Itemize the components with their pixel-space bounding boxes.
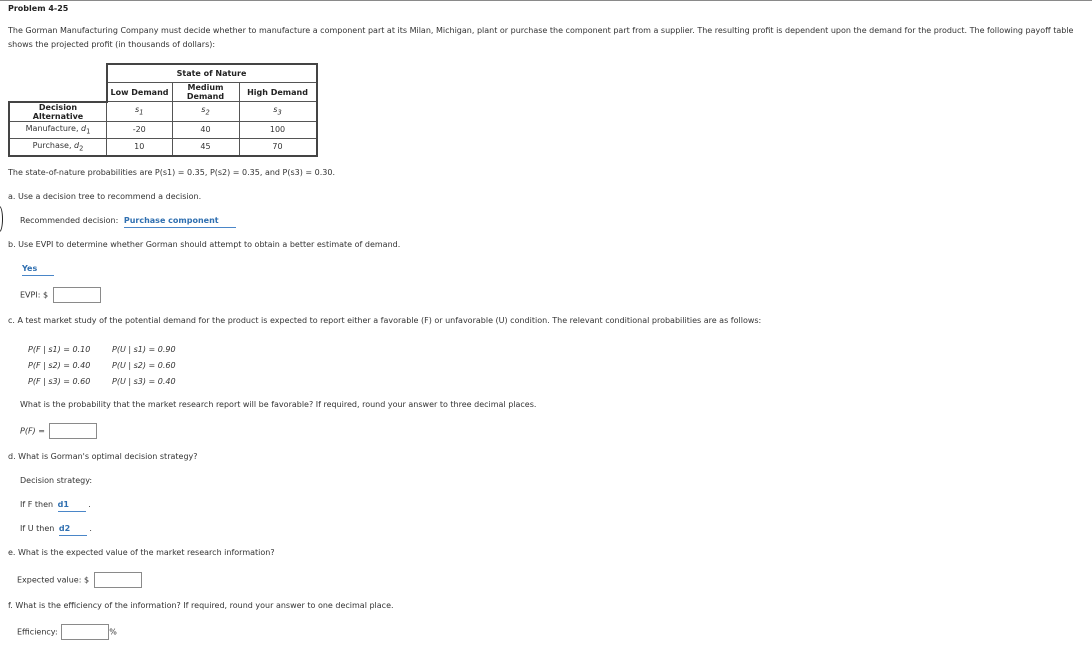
expected-value-row xyxy=(17,572,142,588)
top-divider xyxy=(0,0,1092,1)
state-s2-header: $s_2$ xyxy=(172,102,239,122)
period: . xyxy=(85,500,91,509)
low-demand-header: Low Demand xyxy=(107,83,173,102)
if-u-dropdown[interactable]: d2 xyxy=(59,524,87,536)
part-a-answer-row xyxy=(20,216,236,228)
percent-unit: % xyxy=(109,627,117,637)
decision-strategy-label: Decision strategy: xyxy=(20,476,93,485)
part-c-prob-question: What is the probability that the market research report will be favorable? If required, round your answer to three decimal places. xyxy=(20,400,537,409)
problem-title: Problem 4-25 xyxy=(8,4,69,13)
expected-value-label: Expected value: $ xyxy=(17,575,90,585)
conditional-prob: P(U | s1) = 0.90 xyxy=(112,345,176,354)
state-of-nature-header: State of Nature xyxy=(107,64,317,83)
table-cell: 100 xyxy=(239,121,317,138)
pf-input[interactable] xyxy=(49,423,97,439)
decision-alternative-header: Decision Alternative xyxy=(9,102,107,122)
part-e-question: e. What is the expected value of the market research information? xyxy=(8,548,275,557)
evpi-input[interactable] xyxy=(53,287,101,303)
problem-intro: The Gorman Manufacturing Company must decide whether to manufacture a component part at its Milan, Michigan, plant or purchase the component part from a supplier. The resulting profit is dependent upon the demand for the product. The following payoff table shows the projected profit (in thousands of dollars): xyxy=(8,26,1074,49)
probabilities-text: The state-of-nature probabilities are P(s1) = 0.35, P(s2) = 0.35, and P(s3) = 0.30. xyxy=(8,168,336,177)
if-f-dropdown[interactable]: d1 xyxy=(58,500,86,512)
state-s1-header: $s_1$ xyxy=(107,102,173,122)
pf-row xyxy=(20,423,97,439)
efficiency-row xyxy=(17,624,117,640)
pf-label: P(F) = xyxy=(20,426,45,436)
efficiency-label: Efficiency: xyxy=(17,627,58,637)
recommended-decision-dropdown[interactable]: Purchase component xyxy=(124,216,236,228)
high-demand-header: High Demand xyxy=(239,83,317,102)
table-cell: -20 xyxy=(107,121,173,138)
conditional-prob: P(F | s1) = 0.10 xyxy=(28,345,91,354)
part-c-question: c. A test market study of the potential demand for the product is expected to report either a favorable (F) or unfavorable (U) condition. The relevant conditional probabilities are as follows: xyxy=(8,316,762,325)
table-cell: 40 xyxy=(172,121,239,138)
table-cell: 45 xyxy=(172,138,239,156)
part-b-answer-row xyxy=(22,264,54,276)
conditional-f-list xyxy=(28,342,90,390)
if-f-label: If F then xyxy=(20,500,54,509)
evpi-label: EVPI: $ xyxy=(20,290,49,300)
payoff-table xyxy=(8,63,318,157)
part-d-question: d. What is Gorman's optimal decision strategy? xyxy=(8,452,198,461)
evpi-decision-dropdown[interactable]: Yes xyxy=(22,264,54,276)
expected-value-input[interactable] xyxy=(94,572,142,588)
conditional-u-list xyxy=(112,342,176,390)
if-u-label: If U then xyxy=(20,524,55,533)
conditional-prob: P(F | s3) = 0.60 xyxy=(28,377,91,386)
table-cell: 10 xyxy=(107,138,173,156)
conditional-prob: P(U | s2) = 0.60 xyxy=(112,361,176,370)
efficiency-input[interactable] xyxy=(61,624,109,640)
medium-demand-header: Medium Demand xyxy=(172,83,239,102)
side-bracket xyxy=(0,206,3,232)
state-s3-header: $s_3$ xyxy=(239,102,317,122)
period: . xyxy=(86,524,92,533)
conditional-prob: P(U | s3) = 0.40 xyxy=(112,377,176,386)
part-f-question: f. What is the efficiency of the information? If required, round your answer to one decimal place. xyxy=(8,601,394,610)
if-f-row xyxy=(20,500,91,512)
evpi-row xyxy=(20,287,101,303)
conditional-prob: P(F | s2) = 0.40 xyxy=(28,361,91,370)
table-cell: 70 xyxy=(239,138,317,156)
row-label-purchase: Purchase, $d_2$ xyxy=(9,138,107,156)
row-label-manufacture: Manufacture, $d_1$ xyxy=(9,121,107,138)
recommended-decision-label: Recommended decision: xyxy=(20,216,119,225)
if-u-row xyxy=(20,524,92,536)
part-a-question: a. Use a decision tree to recommend a decision. xyxy=(8,192,202,201)
part-b-question: b. Use EVPI to determine whether Gorman should attempt to obtain a better estimate of demand. xyxy=(8,240,401,249)
